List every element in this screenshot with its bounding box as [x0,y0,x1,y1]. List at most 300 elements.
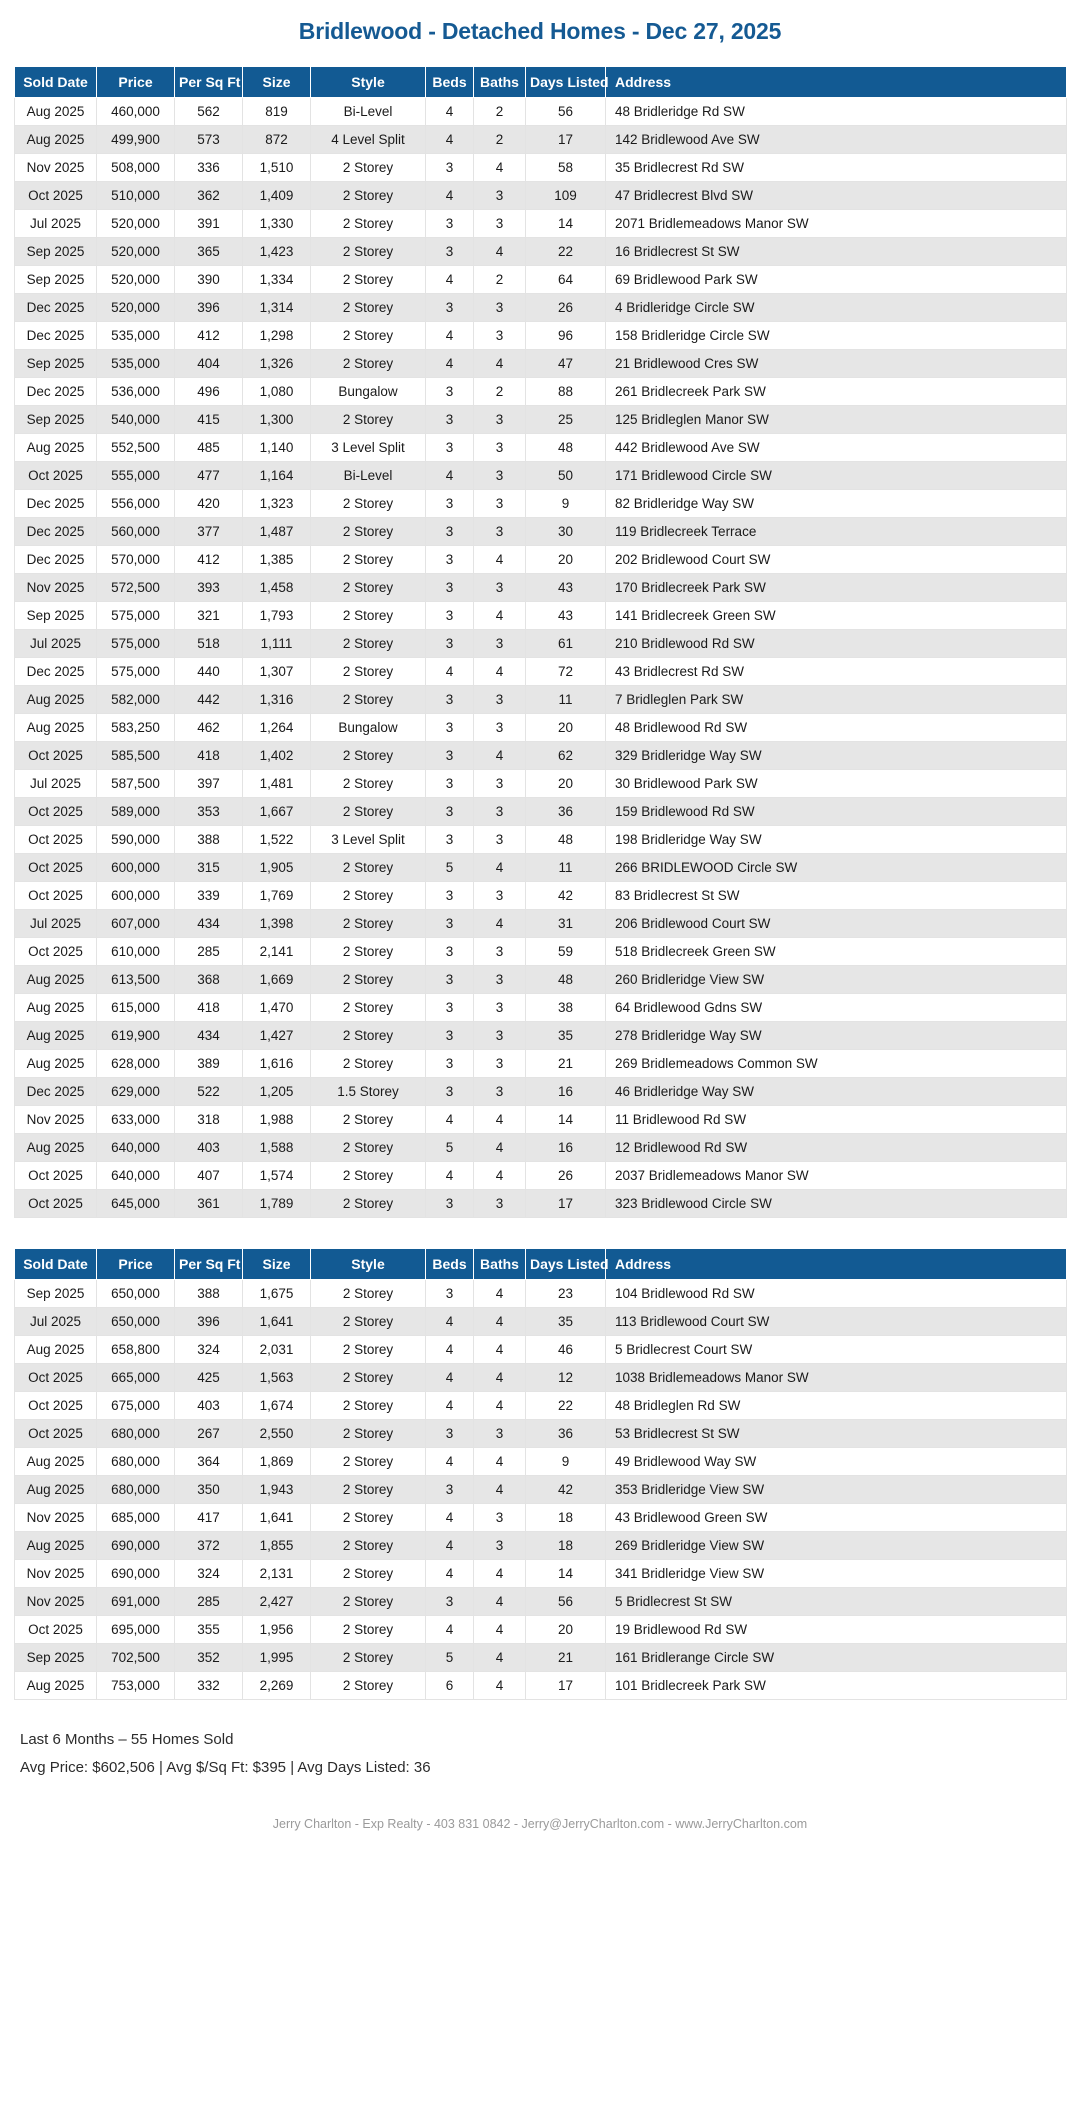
column-header-size[interactable]: Size [243,66,311,97]
cell-sold-date: Aug 2025 [15,1133,97,1161]
table-row[interactable] [15,685,1067,713]
table-row[interactable] [15,1133,1067,1161]
table-row[interactable] [15,993,1067,1021]
cell-sold-date: Nov 2025 [15,573,97,601]
cell-sold-date: Oct 2025 [15,825,97,853]
listings-table-2-body [15,1279,1067,1699]
table-row[interactable] [15,377,1067,405]
cell-days-listed: 22 [526,237,606,265]
table-row[interactable] [15,713,1067,741]
cell-per-sq-ft: 562 [175,97,243,125]
cell-beds: 3 [426,629,474,657]
cell-baths: 4 [474,1447,526,1475]
cell-sold-date: Dec 2025 [15,377,97,405]
cell-sold-date: Sep 2025 [15,265,97,293]
cell-size: 1,674 [243,1391,311,1419]
cell-size: 1,080 [243,377,311,405]
cell-sold-date: Dec 2025 [15,517,97,545]
table-row[interactable] [15,1021,1067,1049]
cell-style: 2 Storey [311,965,426,993]
cell-sold-date: Nov 2025 [15,153,97,181]
column-header-per-sq-ft[interactable]: Per Sq Ft [175,1248,243,1279]
cell-beds: 3 [426,293,474,321]
table-row[interactable] [15,825,1067,853]
cell-baths: 4 [474,1335,526,1363]
table-row[interactable] [15,853,1067,881]
table-row[interactable] [15,1447,1067,1475]
cell-per-sq-ft: 412 [175,545,243,573]
cell-sold-date: Nov 2025 [15,1503,97,1531]
column-header-size[interactable]: Size [243,1248,311,1279]
column-header-address[interactable]: Address [606,66,1067,97]
cell-size: 2,550 [243,1419,311,1447]
table-row[interactable] [15,1671,1067,1699]
cell-sold-date: Dec 2025 [15,489,97,517]
cell-address: 278 Bridleridge Way SW [606,1021,1067,1049]
cell-beds: 3 [426,1049,474,1077]
cell-baths: 4 [474,545,526,573]
cell-per-sq-ft: 362 [175,181,243,209]
cell-per-sq-ft: 477 [175,461,243,489]
cell-sold-date: Aug 2025 [15,1671,97,1699]
cell-baths: 4 [474,657,526,685]
cell-size: 1,314 [243,293,311,321]
cell-price: 589,000 [97,797,175,825]
cell-address: 48 Bridleridge Rd SW [606,97,1067,125]
table-row[interactable] [15,125,1067,153]
table-row[interactable] [15,937,1067,965]
cell-days-listed: 23 [526,1279,606,1307]
cell-beds: 3 [426,573,474,601]
cell-per-sq-ft: 339 [175,881,243,909]
cell-per-sq-ft: 388 [175,1279,243,1307]
cell-beds: 3 [426,405,474,433]
cell-beds: 4 [426,1559,474,1587]
cell-per-sq-ft: 350 [175,1475,243,1503]
cell-style: 4 Level Split [311,125,426,153]
table-row[interactable] [15,629,1067,657]
cell-style: 2 Storey [311,293,426,321]
cell-address: 323 Bridlewood Circle SW [606,1189,1067,1217]
cell-beds: 3 [426,1021,474,1049]
cell-address: 329 Bridleridge Way SW [606,741,1067,769]
cell-days-listed: 48 [526,433,606,461]
table-row[interactable] [15,1615,1067,1643]
cell-beds: 4 [426,1391,474,1419]
cell-style: Bi-Level [311,461,426,489]
cell-address: 159 Bridlewood Rd SW [606,797,1067,825]
cell-baths: 4 [474,349,526,377]
table-row[interactable] [15,965,1067,993]
cell-style: Bungalow [311,377,426,405]
cell-per-sq-ft: 332 [175,1671,243,1699]
table-row[interactable] [15,1587,1067,1615]
cell-size: 2,031 [243,1335,311,1363]
cell-baths: 3 [474,293,526,321]
cell-days-listed: 43 [526,573,606,601]
cell-size: 1,111 [243,629,311,657]
table-row[interactable] [15,237,1067,265]
table-row[interactable] [15,321,1067,349]
cell-sold-date: Aug 2025 [15,97,97,125]
column-header-sold-date[interactable]: Sold Date [15,66,97,97]
cell-baths: 4 [474,1671,526,1699]
cell-beds: 4 [426,1363,474,1391]
cell-address: 141 Bridlecreek Green SW [606,601,1067,629]
cell-size: 1,563 [243,1363,311,1391]
table-row[interactable] [15,545,1067,573]
cell-per-sq-ft: 285 [175,937,243,965]
cell-sold-date: Aug 2025 [15,965,97,993]
cell-beds: 3 [426,601,474,629]
column-header-days-listed[interactable]: Days Listed [526,66,606,97]
table-row[interactable] [15,265,1067,293]
cell-days-listed: 35 [526,1021,606,1049]
table-row[interactable] [15,1189,1067,1217]
cell-style: 2 Storey [311,1161,426,1189]
table-row[interactable] [15,1531,1067,1559]
cell-beds: 3 [426,209,474,237]
cell-price: 575,000 [97,601,175,629]
cell-beds: 3 [426,1077,474,1105]
cell-style: 2 Storey [311,1587,426,1615]
cell-size: 1,326 [243,349,311,377]
cell-days-listed: 58 [526,153,606,181]
cell-sold-date: Oct 2025 [15,1363,97,1391]
cell-address: 119 Bridlecreek Terrace [606,517,1067,545]
table-row[interactable] [15,797,1067,825]
cell-size: 1,869 [243,1447,311,1475]
cell-baths: 4 [474,1643,526,1671]
cell-sold-date: Dec 2025 [15,1077,97,1105]
cell-size: 2,427 [243,1587,311,1615]
table-row[interactable] [15,97,1067,125]
table-row[interactable] [15,741,1067,769]
cell-style: 3 Level Split [311,433,426,461]
cell-price: 552,500 [97,433,175,461]
cell-baths: 4 [474,237,526,265]
cell-address: 49 Bridlewood Way SW [606,1447,1067,1475]
cell-style: 2 Storey [311,517,426,545]
cell-address: 2071 Bridlemeadows Manor SW [606,209,1067,237]
cell-sold-date: Dec 2025 [15,545,97,573]
cell-per-sq-ft: 442 [175,685,243,713]
cell-baths: 3 [474,1531,526,1559]
cell-price: 629,000 [97,1077,175,1105]
cell-style: 2 Storey [311,1363,426,1391]
column-header-baths[interactable]: Baths [474,66,526,97]
cell-per-sq-ft: 418 [175,741,243,769]
cell-days-listed: 9 [526,1447,606,1475]
cell-price: 658,800 [97,1335,175,1363]
cell-style: 2 Storey [311,937,426,965]
cell-per-sq-ft: 336 [175,153,243,181]
cell-baths: 3 [474,713,526,741]
table-row[interactable] [15,657,1067,685]
cell-days-listed: 14 [526,1105,606,1133]
cell-baths: 3 [474,1049,526,1077]
cell-address: 353 Bridleridge View SW [606,1475,1067,1503]
table-row[interactable] [15,489,1067,517]
cell-address: 266 BRIDLEWOOD Circle SW [606,853,1067,881]
cell-per-sq-ft: 417 [175,1503,243,1531]
cell-price: 540,000 [97,405,175,433]
table-row[interactable] [15,1475,1067,1503]
cell-sold-date: Dec 2025 [15,321,97,349]
cell-price: 572,500 [97,573,175,601]
cell-per-sq-ft: 324 [175,1335,243,1363]
cell-beds: 4 [426,1161,474,1189]
cell-price: 510,000 [97,181,175,209]
table-row[interactable] [15,1391,1067,1419]
cell-baths: 3 [474,1021,526,1049]
cell-address: 518 Bridlecreek Green SW [606,937,1067,965]
table-row[interactable] [15,573,1067,601]
cell-address: 113 Bridlewood Court SW [606,1307,1067,1335]
table-row[interactable] [15,1335,1067,1363]
cell-sold-date: Aug 2025 [15,1049,97,1077]
cell-style: Bi-Level [311,97,426,125]
cell-style: 2 Storey [311,1531,426,1559]
cell-beds: 4 [426,1531,474,1559]
column-header-baths[interactable]: Baths [474,1248,526,1279]
cell-style: 2 Storey [311,769,426,797]
cell-per-sq-ft: 404 [175,349,243,377]
column-header-per-sq-ft[interactable]: Per Sq Ft [175,66,243,97]
cell-address: 7 Bridleglen Park SW [606,685,1067,713]
cell-style: 2 Storey [311,881,426,909]
cell-address: 261 Bridlecreek Park SW [606,377,1067,405]
cell-style: 2 Storey [311,153,426,181]
cell-address: 16 Bridlecrest St SW [606,237,1067,265]
cell-per-sq-ft: 573 [175,125,243,153]
cell-days-listed: 16 [526,1133,606,1161]
cell-baths: 3 [474,629,526,657]
cell-address: 30 Bridlewood Park SW [606,769,1067,797]
cell-price: 628,000 [97,1049,175,1077]
cell-address: 48 Bridleglen Rd SW [606,1391,1067,1419]
listings-table-2 [14,1248,1067,1700]
cell-address: 170 Bridlecreek Park SW [606,573,1067,601]
cell-size: 1,522 [243,825,311,853]
cell-price: 665,000 [97,1363,175,1391]
cell-address: 64 Bridlewood Gdns SW [606,993,1067,1021]
cell-beds: 6 [426,1671,474,1699]
cell-baths: 3 [474,965,526,993]
cell-days-listed: 64 [526,265,606,293]
table-row[interactable] [15,517,1067,545]
column-header-style[interactable]: Style [311,66,426,97]
cell-per-sq-ft: 397 [175,769,243,797]
table-row[interactable] [15,209,1067,237]
cell-price: 590,000 [97,825,175,853]
cell-beds: 3 [426,685,474,713]
cell-baths: 3 [474,1077,526,1105]
column-header-sold-date[interactable]: Sold Date [15,1248,97,1279]
table-row[interactable] [15,1307,1067,1335]
table-row[interactable] [15,1363,1067,1391]
cell-per-sq-ft: 324 [175,1559,243,1587]
footer-contact: Jerry Charlton - Exp Realty - 403 831 0842 - Jerry@JerryCharlton.com - www.JerryCharlton.com [272,1816,808,1831]
cell-address: 43 Bridlecrest Rd SW [606,657,1067,685]
cell-sold-date: Sep 2025 [15,1279,97,1307]
cell-style: 2 Storey [311,1307,426,1335]
cell-days-listed: 42 [526,881,606,909]
cell-per-sq-ft: 522 [175,1077,243,1105]
cell-price: 691,000 [97,1587,175,1615]
cell-sold-date: Oct 2025 [15,181,97,209]
table-row[interactable] [15,349,1067,377]
cell-baths: 4 [474,1615,526,1643]
cell-size: 1,458 [243,573,311,601]
column-header-address[interactable]: Address [606,1248,1067,1279]
column-header-beds[interactable]: Beds [426,66,474,97]
cell-address: 48 Bridlewood Rd SW [606,713,1067,741]
cell-price: 680,000 [97,1475,175,1503]
cell-beds: 3 [426,741,474,769]
cell-days-listed: 48 [526,965,606,993]
column-header-style[interactable]: Style [311,1248,426,1279]
cell-beds: 3 [426,153,474,181]
cell-baths: 2 [474,265,526,293]
cell-per-sq-ft: 377 [175,517,243,545]
cell-beds: 3 [426,1475,474,1503]
cell-address: 4 Bridleridge Circle SW [606,293,1067,321]
table-row[interactable] [15,1279,1067,1307]
cell-baths: 3 [474,937,526,965]
cell-sold-date: Oct 2025 [15,1419,97,1447]
cell-price: 633,000 [97,1105,175,1133]
cell-style: 2 Storey [311,657,426,685]
cell-days-listed: 25 [526,405,606,433]
cell-size: 1,330 [243,209,311,237]
cell-days-listed: 12 [526,1363,606,1391]
cell-style: 2 Storey [311,1475,426,1503]
cell-beds: 4 [426,1615,474,1643]
cell-sold-date: Oct 2025 [15,1391,97,1419]
cell-size: 1,995 [243,1643,311,1671]
cell-per-sq-ft: 267 [175,1419,243,1447]
cell-baths: 2 [474,377,526,405]
cell-style: 2 Storey [311,685,426,713]
cell-price: 680,000 [97,1419,175,1447]
cell-style: 2 Storey [311,489,426,517]
cell-days-listed: 96 [526,321,606,349]
cell-price: 508,000 [97,153,175,181]
cell-style: 2 Storey [311,853,426,881]
table-row[interactable] [15,293,1067,321]
table-row[interactable] [15,461,1067,489]
cell-baths: 3 [474,881,526,909]
cell-per-sq-ft: 403 [175,1133,243,1161]
cell-style: 2 Storey [311,1391,426,1419]
cell-days-listed: 21 [526,1049,606,1077]
cell-style: 2 Storey [311,545,426,573]
table-row[interactable] [15,769,1067,797]
column-header-beds[interactable]: Beds [426,1248,474,1279]
cell-days-listed: 21 [526,1643,606,1671]
cell-size: 1,574 [243,1161,311,1189]
table-row[interactable] [15,405,1067,433]
cell-days-listed: 9 [526,489,606,517]
cell-days-listed: 36 [526,1419,606,1447]
column-header-days-listed[interactable]: Days Listed [526,1248,606,1279]
table-row[interactable] [15,153,1067,181]
cell-style: 2 Storey [311,797,426,825]
table-row[interactable] [15,1559,1067,1587]
cell-baths: 3 [474,461,526,489]
table-row[interactable] [15,601,1067,629]
cell-beds: 4 [426,265,474,293]
table-row[interactable] [15,181,1067,209]
column-header-price[interactable]: Price [97,1248,175,1279]
table-row[interactable] [15,1643,1067,1671]
cell-days-listed: 35 [526,1307,606,1335]
cell-beds: 4 [426,657,474,685]
cell-size: 1,205 [243,1077,311,1105]
cell-size: 2,141 [243,937,311,965]
cell-baths: 4 [474,1587,526,1615]
cell-days-listed: 61 [526,629,606,657]
cell-sold-date: Sep 2025 [15,601,97,629]
cell-beds: 3 [426,797,474,825]
cell-price: 753,000 [97,1671,175,1699]
cell-sold-date: Jul 2025 [15,629,97,657]
cell-beds: 4 [426,97,474,125]
cell-sold-date: Sep 2025 [15,405,97,433]
cell-beds: 3 [426,489,474,517]
table-row[interactable] [15,1161,1067,1189]
cell-baths: 2 [474,125,526,153]
cell-style: 2 Storey [311,1615,426,1643]
cell-style: 2 Storey [311,1133,426,1161]
cell-sold-date: Sep 2025 [15,237,97,265]
cell-address: 2037 Bridlemeadows Manor SW [606,1161,1067,1189]
cell-baths: 4 [474,1133,526,1161]
cell-address: 161 Bridlerange Circle SW [606,1643,1067,1671]
cell-price: 587,500 [97,769,175,797]
table-row[interactable] [15,881,1067,909]
cell-style: 2 Storey [311,1189,426,1217]
cell-address: 442 Bridlewood Ave SW [606,433,1067,461]
cell-size: 1,423 [243,237,311,265]
cell-days-listed: 22 [526,1391,606,1419]
cell-size: 1,793 [243,601,311,629]
cell-days-listed: 56 [526,97,606,125]
column-header-price[interactable]: Price [97,66,175,97]
cell-address: 269 Bridleridge View SW [606,1531,1067,1559]
cell-per-sq-ft: 418 [175,993,243,1021]
cell-beds: 4 [426,1307,474,1335]
table-row[interactable] [15,1419,1067,1447]
cell-address: 210 Bridlewood Rd SW [606,629,1067,657]
cell-days-listed: 26 [526,1161,606,1189]
cell-beds: 3 [426,937,474,965]
table-row[interactable] [15,1077,1067,1105]
cell-per-sq-ft: 412 [175,321,243,349]
cell-per-sq-ft: 462 [175,713,243,741]
table-row[interactable] [15,909,1067,937]
table-row[interactable] [15,1049,1067,1077]
table-row[interactable] [15,1503,1067,1531]
cell-days-listed: 11 [526,685,606,713]
cell-address: 125 Bridleglen Manor SW [606,405,1067,433]
cell-sold-date: Oct 2025 [15,741,97,769]
table-row[interactable] [15,433,1067,461]
cell-sold-date: Aug 2025 [15,1335,97,1363]
table-row[interactable] [15,1105,1067,1133]
cell-days-listed: 36 [526,797,606,825]
